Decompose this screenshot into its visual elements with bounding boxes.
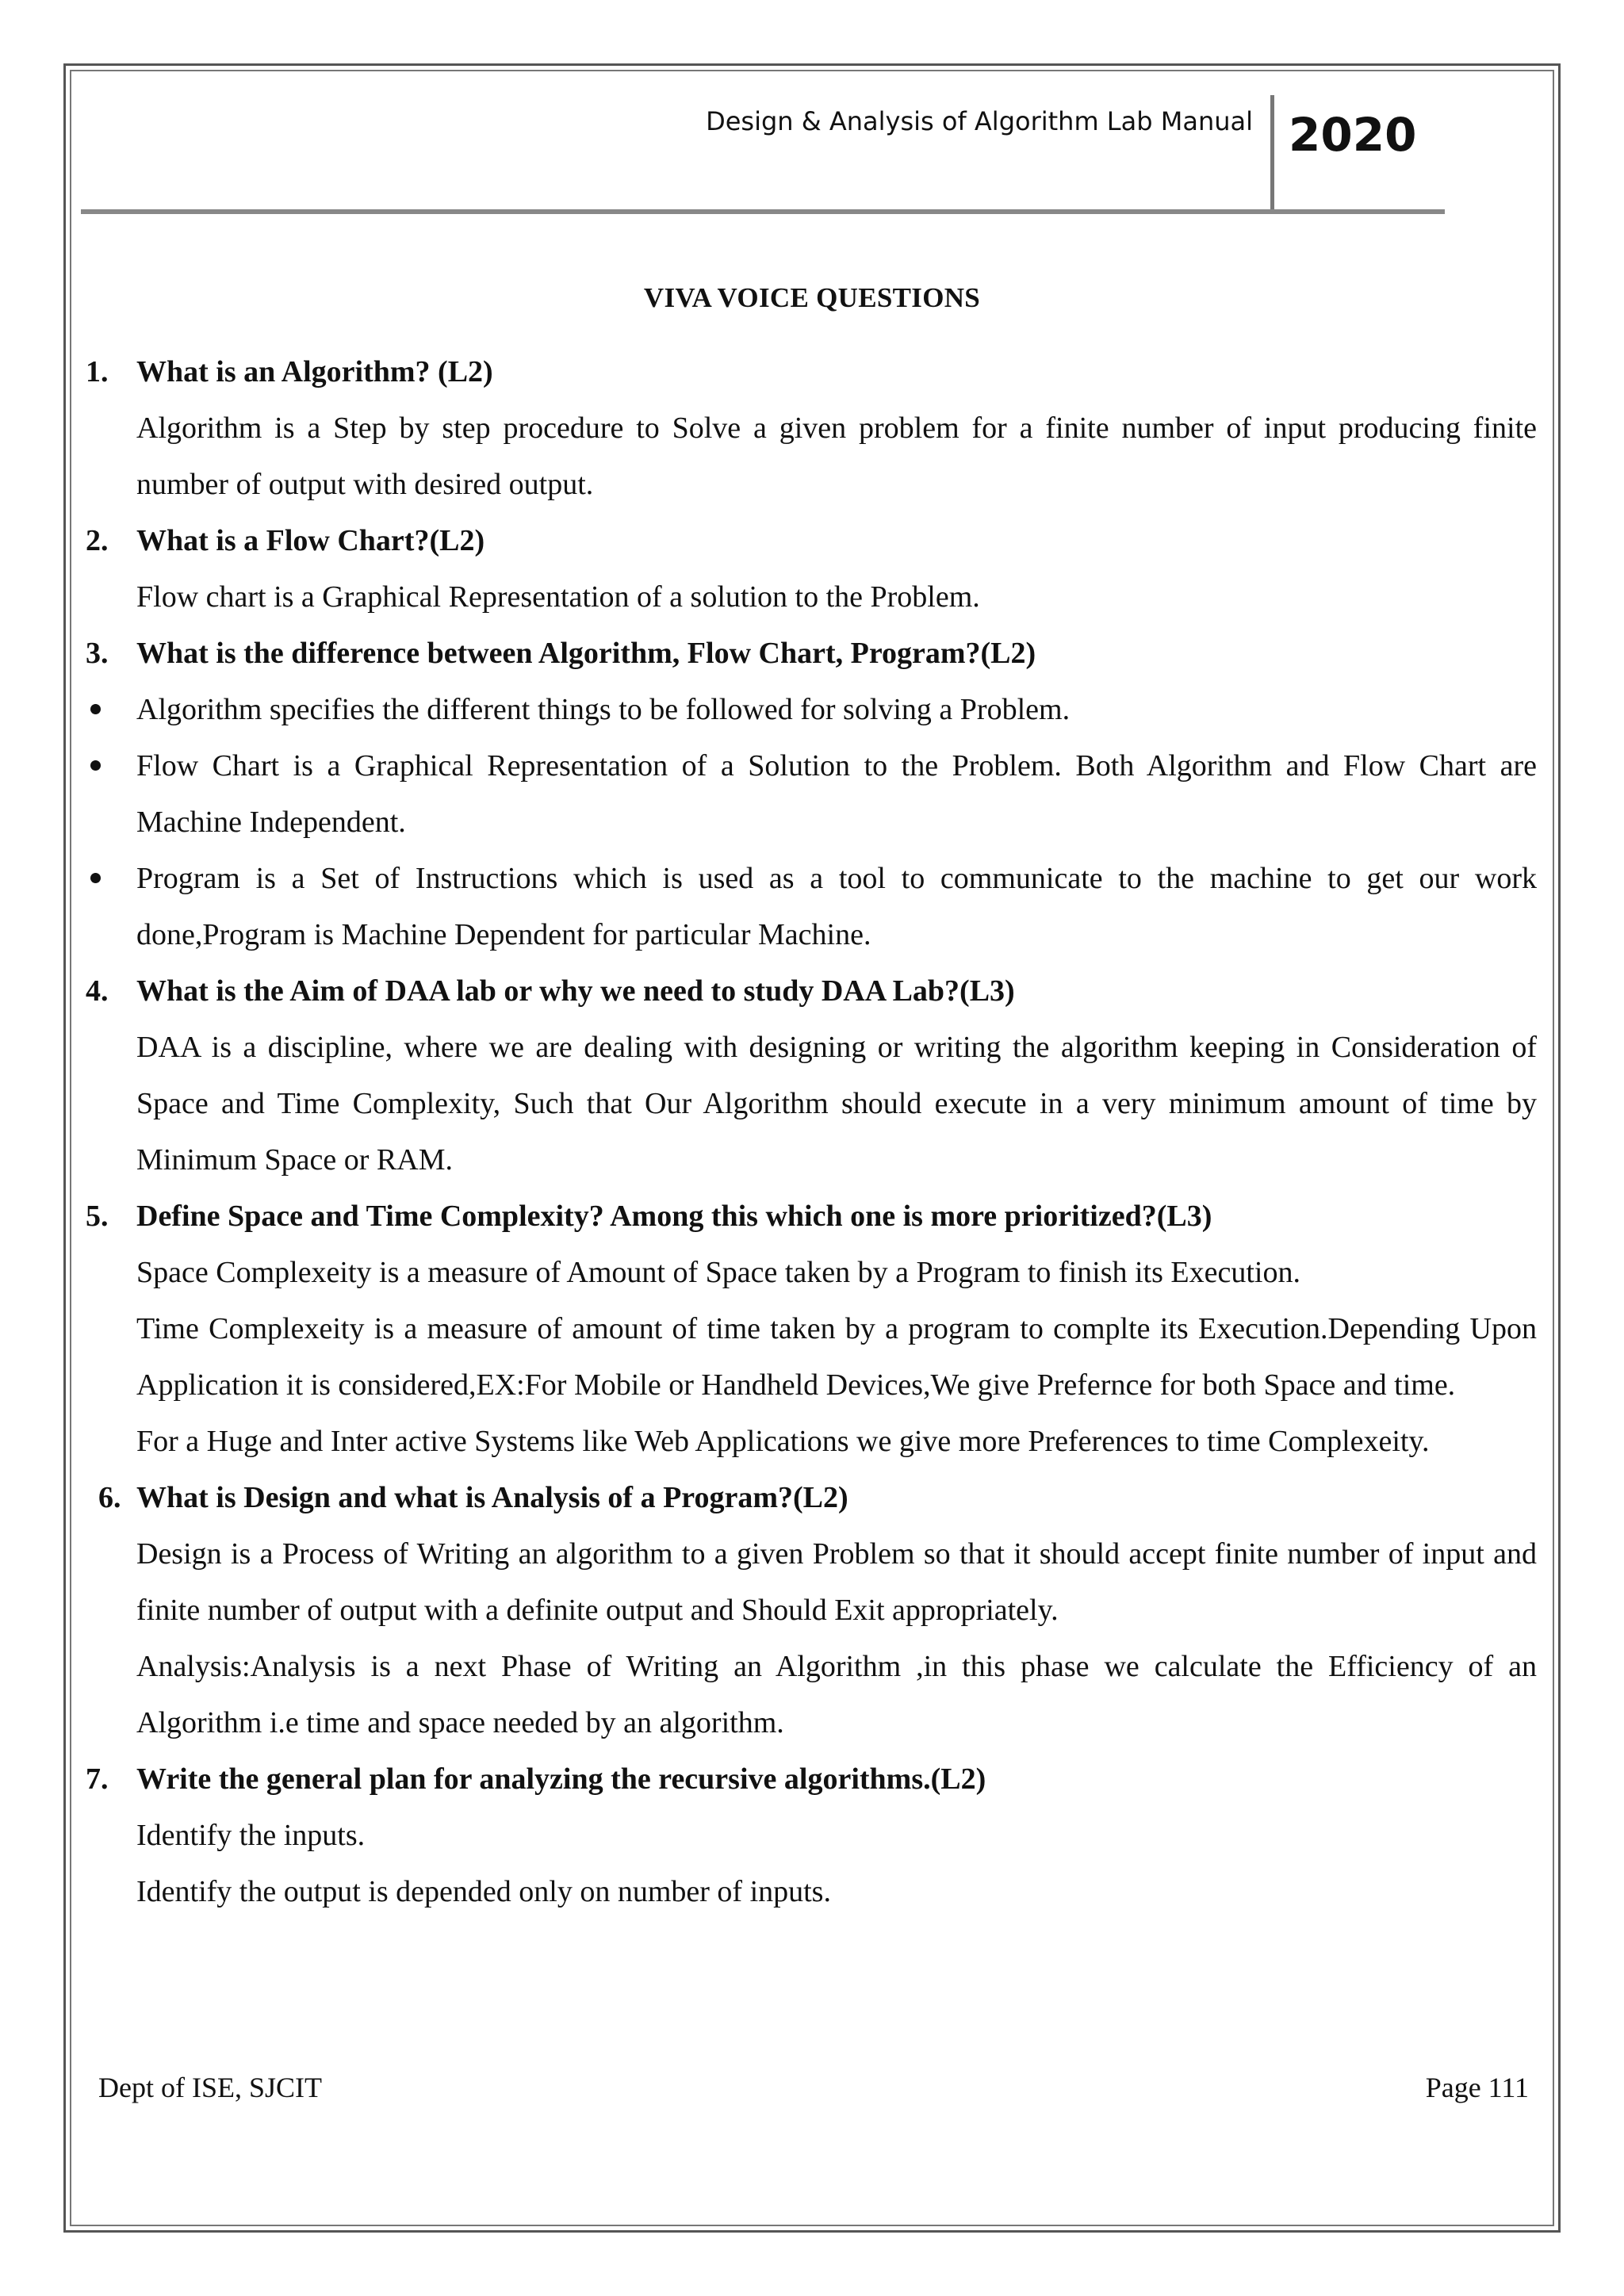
question-item [98,1470,1537,1751]
question-heading [86,1751,1537,1808]
answer-paragraph: Identify the inputs. [136,1819,366,1852]
answer-paragraph: Identify the output is depended only on number of inputs. [136,1875,831,1908]
question-heading [86,1188,1537,1245]
answer-paragraph: Algorithm is a Step by step procedure to Solve a given problem for a finite number of input producing finite number of output with desired output. [136,411,1537,501]
header-rule [81,209,1445,214]
question-item [86,1188,1537,1470]
answer-paragraph: For a Huge and Inter active Systems like Web Applications we give more Preferences to time Complexeity. [136,1425,1430,1458]
question-number: 6. [98,1481,121,1514]
bullet-dot-icon [90,704,101,714]
question-number: 7. [86,1762,109,1796]
section-title: VIVA VOICE QUESTIONS [643,282,981,313]
question-number: 4. [86,974,109,1008]
bullet-text: Algorithm specifies the different things to be followed for solving a Problem. [136,693,1071,726]
question-text: Define Space and Time Complexity? Among this which one is more prioritized?(L3) [136,1200,1212,1233]
bullet-item [136,851,1537,963]
question-number: 3. [86,637,109,670]
question-text: What is a Flow Chart?(L2) [136,524,485,557]
question-number: 5. [86,1200,109,1233]
question-item [86,344,1537,513]
bullet-dot-icon [90,873,101,883]
footer-page-number: Page 111 [1425,2072,1529,2103]
answer-paragraph: DAA is a discipline, where we are dealing with designing or writing the algorithm keeping in Consideration of Space and Time Complexity, Such that Our Algorithm should execute in a very minimum amount of time by Minimum Space or RAM. [136,1031,1537,1177]
question-item [86,1751,1537,1920]
question-text: What is the difference between Algorithm, Flow Chart, Program?(L2) [136,637,1036,670]
bullet-item [136,682,1537,738]
header-title: Design & Analysis of Algorithm Lab Manual [706,106,1253,136]
question-item [86,513,1537,626]
question-heading [86,344,1537,400]
answer-paragraph: Flow chart is a Graphical Representation of a solution to the Problem. [136,580,980,614]
question-text: What is an Algorithm? (L2) [136,355,493,388]
question-number: 1. [86,355,109,388]
question-number: 2. [86,524,109,557]
question-item [86,626,1537,963]
header-divider-vertical [1270,95,1274,212]
question-heading [86,626,1537,682]
questions-list [86,344,1537,1920]
footer-department: Dept of ISE, SJCIT [98,2072,322,2103]
bullet-dot-icon [90,760,101,771]
answer-paragraph: Time Complexeity is a measure of amount of time taken by a program to complte its Execution.Depending Upon Application it is considered,EX:For Mobile or Handheld Devices,We give Prefernce for both Space and time. [136,1312,1537,1402]
question-text: Write the general plan for analyzing the recursive algorithms.(L2) [136,1762,986,1796]
header-year: 2020 [1289,108,1417,162]
question-heading [86,513,1537,569]
bullet-item [136,738,1537,851]
question-item [86,963,1537,1188]
bullet-text: Program is a Set of Instructions which is used as a tool to communicate to the machine to get our work done,Program is Machine Dependent for particular Machine. [136,862,1537,951]
question-text: What is the Aim of DAA lab or why we need to study DAA Lab?(L3) [136,974,1015,1008]
answer-paragraph: Design is a Process of Writing an algorithm to a given Problem so that it should accept finite number of input and finite number of output with a definite output and Should Exit appropriately. [136,1537,1537,1627]
question-heading [98,1470,1537,1526]
question-heading [86,963,1537,1020]
bullet-text: Flow Chart is a Graphical Representation of a Solution to the Problem. Both Algorithm and Flow Chart are Machine Independent. [136,749,1537,839]
question-text: What is Design and what is Analysis of a Program?(L2) [136,1481,848,1514]
answer-paragraph: Analysis:Analysis is a next Phase of Writing an Algorithm ,in this phase we calculate the Efficiency of an Algorithm i.e time and space needed by an algorithm. [136,1650,1537,1739]
answer-paragraph: Space Complexeity is a measure of Amount of Space taken by a Program to finish its Execution. [136,1256,1300,1289]
